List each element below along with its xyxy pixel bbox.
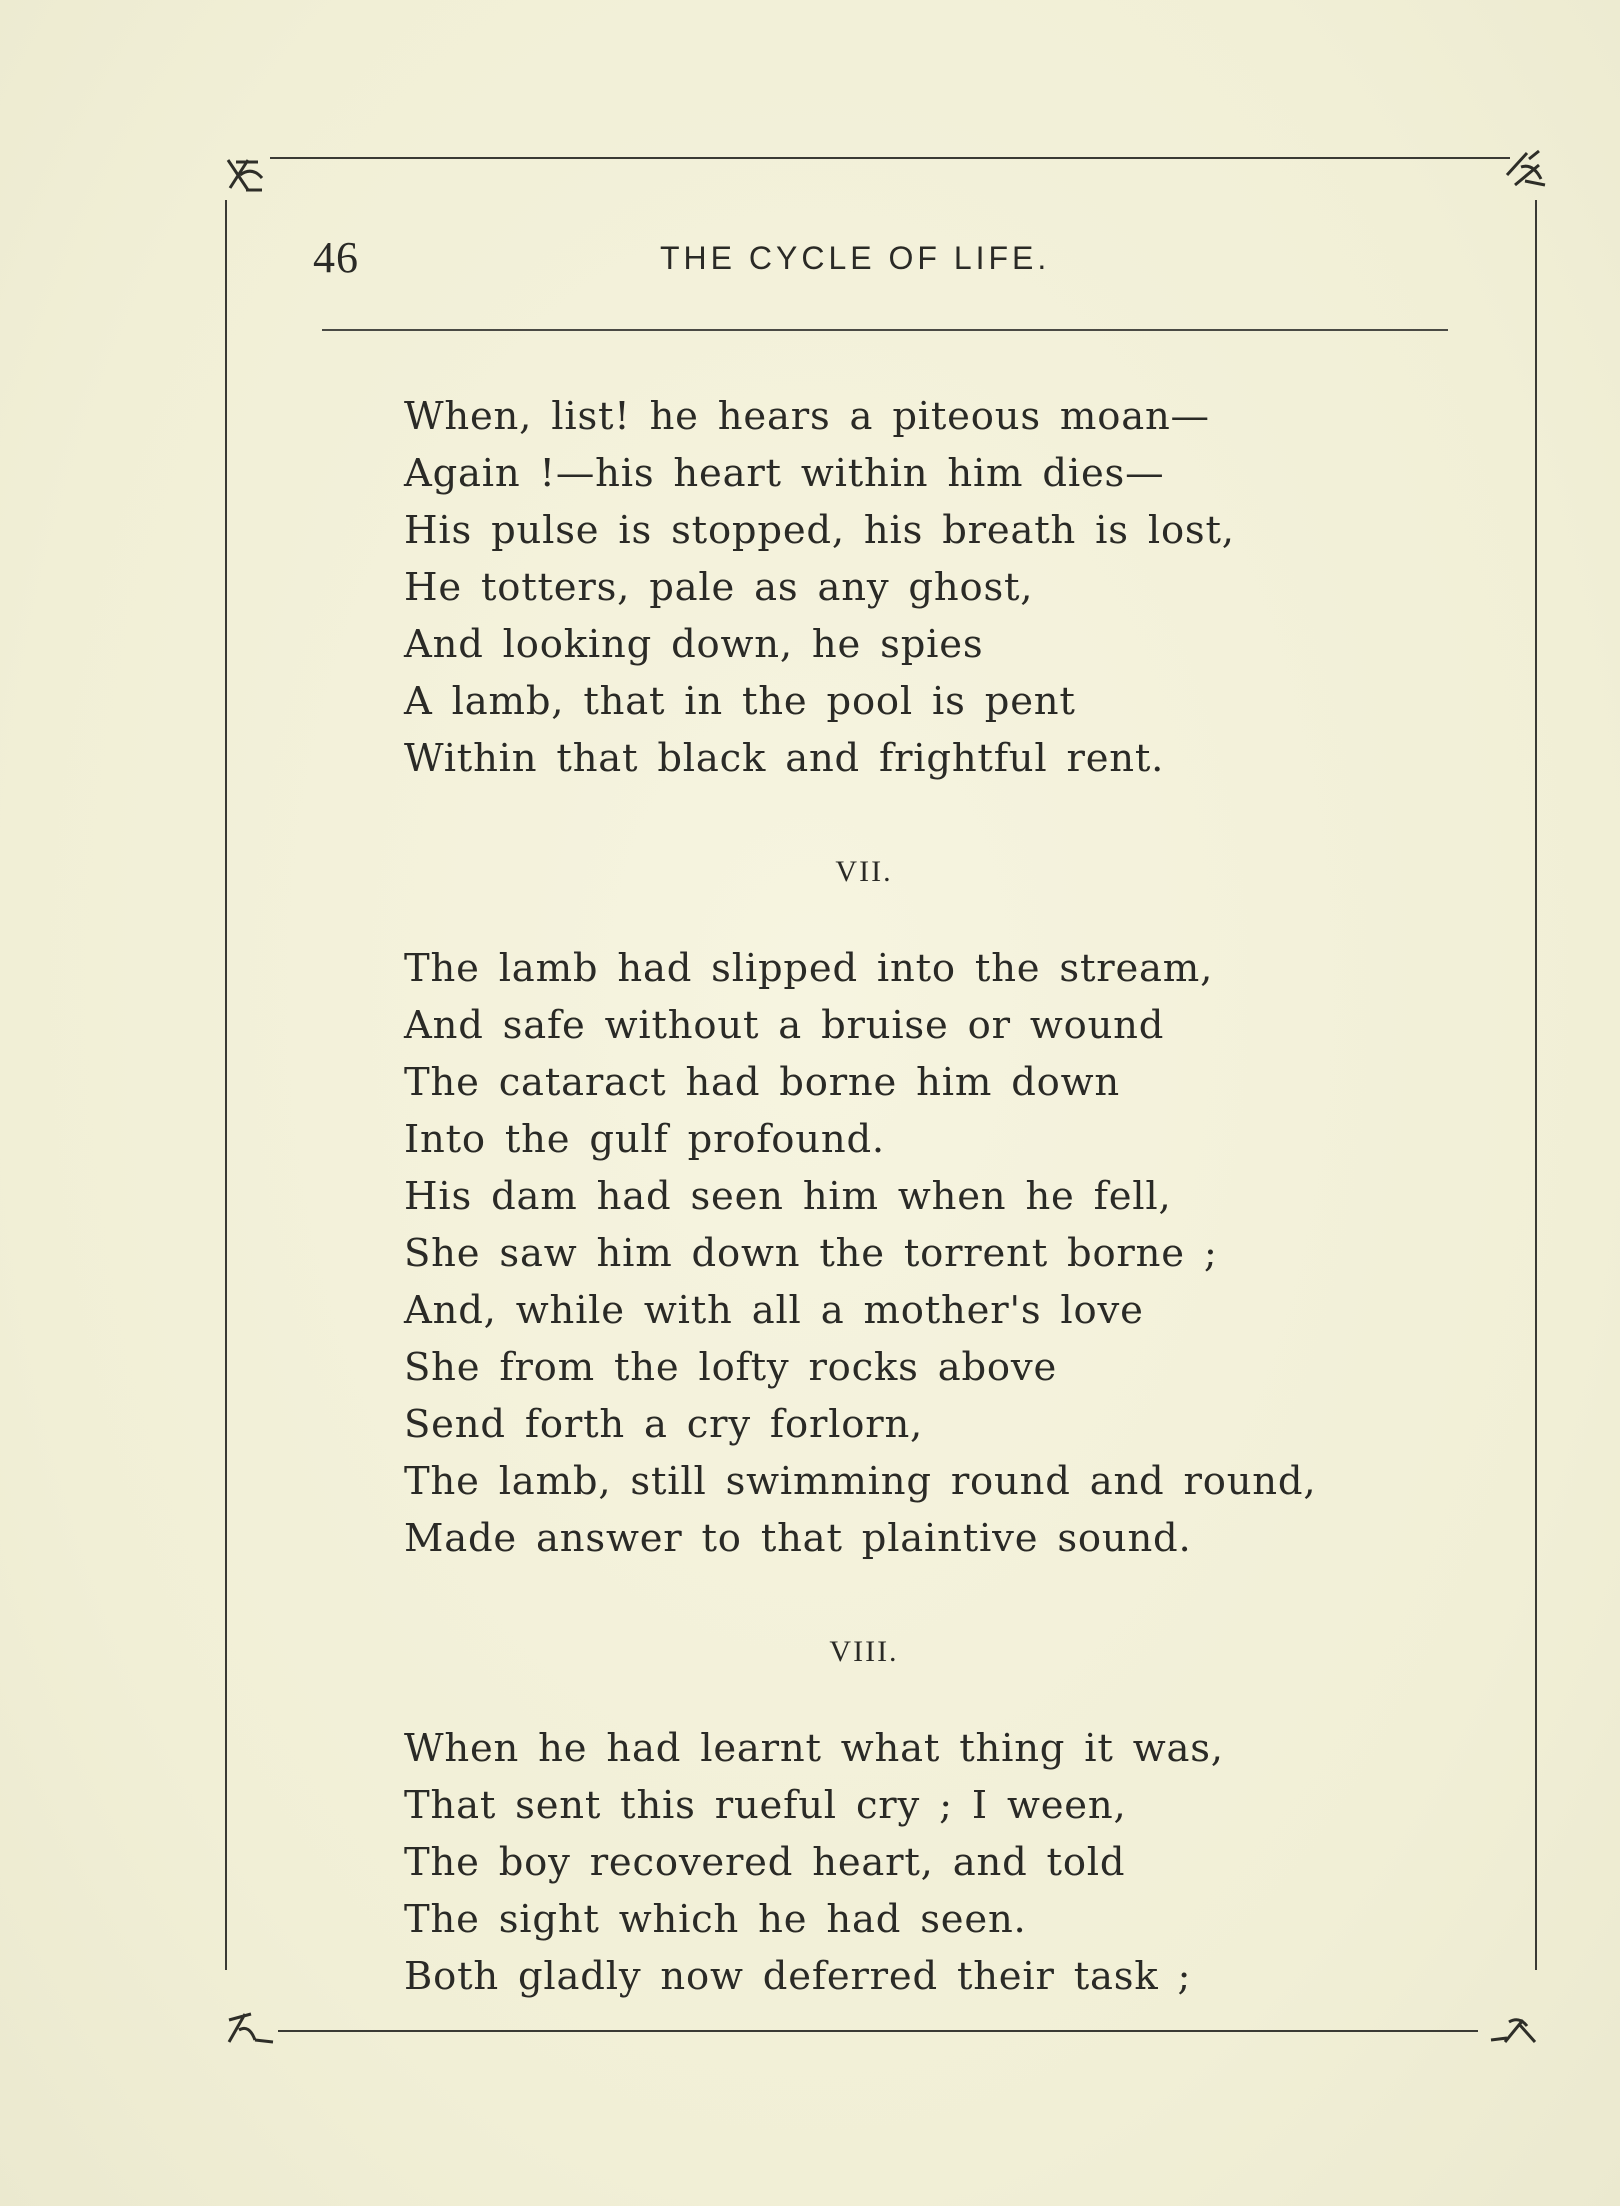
poem-line: That sent this rueful cry ; I ween, xyxy=(404,1783,1127,1828)
frame-right-rule xyxy=(1535,200,1537,1970)
frame-bottom-rule xyxy=(278,2030,1478,2032)
poem-line: When he had learnt what thing it was, xyxy=(404,1726,1224,1771)
corner-ornament-top-right-icon xyxy=(1495,145,1555,195)
poem-line: Into the gulf profound. xyxy=(404,1117,885,1162)
header-rule xyxy=(322,329,1448,331)
poem-line: Send forth a cry forlorn, xyxy=(404,1402,924,1447)
poem-line: The sight which he had seen. xyxy=(404,1897,1027,1942)
poem-line: She saw him down the torrent borne ; xyxy=(404,1231,1218,1276)
poem-line: Again !—his heart within him dies— xyxy=(404,451,1165,496)
stanza-viii xyxy=(404,1720,1404,2005)
stanza-continued xyxy=(404,388,1404,787)
poem-line: A lamb, that in the pool is pent xyxy=(404,679,1076,724)
poem-line: His pulse is stopped, his breath is lost, xyxy=(404,508,1235,553)
poem-line: The lamb, still swimming round and round, xyxy=(404,1459,1317,1504)
running-head xyxy=(0,232,1620,292)
poem-line: And, while with all a mother's love xyxy=(404,1288,1144,1333)
poem-line: The cataract had borne him down xyxy=(404,1060,1120,1105)
poem-body xyxy=(404,388,1404,2005)
frame-left-rule xyxy=(225,200,227,1970)
poem-line: His dam had seen him when he fell, xyxy=(404,1174,1172,1219)
poem-line: She from the lofty rocks above xyxy=(404,1345,1058,1390)
stanza-vii xyxy=(404,940,1404,1567)
poem-line: The boy recovered heart, and told xyxy=(404,1840,1126,1885)
poem-line: And safe without a bruise or wound xyxy=(404,1003,1165,1048)
poem-line: When, list! he hears a piteous moan— xyxy=(404,394,1210,439)
poem-line: And looking down, he spies xyxy=(404,622,984,667)
stanza-number-viii: VIII. xyxy=(829,1635,899,1668)
stanza-number-vii: VII. xyxy=(835,855,893,888)
poem-line: Made answer to that plaintive sound. xyxy=(404,1516,1192,1561)
page-number: 46 xyxy=(313,233,359,282)
corner-ornament-bottom-right-icon xyxy=(1483,2002,1543,2052)
poem-line: He totters, pale as any ghost, xyxy=(404,565,1034,610)
corner-ornament-bottom-left-icon xyxy=(215,2000,275,2050)
corner-ornament-top-left-icon xyxy=(218,150,278,200)
poem-line: Within that black and frightful rent. xyxy=(404,736,1165,781)
frame-top-rule xyxy=(270,157,1510,159)
poem-line: The lamb had slipped into the stream, xyxy=(404,946,1214,991)
poem-line: Both gladly now deferred their task ; xyxy=(404,1954,1192,1999)
book-title: THE CYCLE OF LIFE. xyxy=(660,240,1051,276)
